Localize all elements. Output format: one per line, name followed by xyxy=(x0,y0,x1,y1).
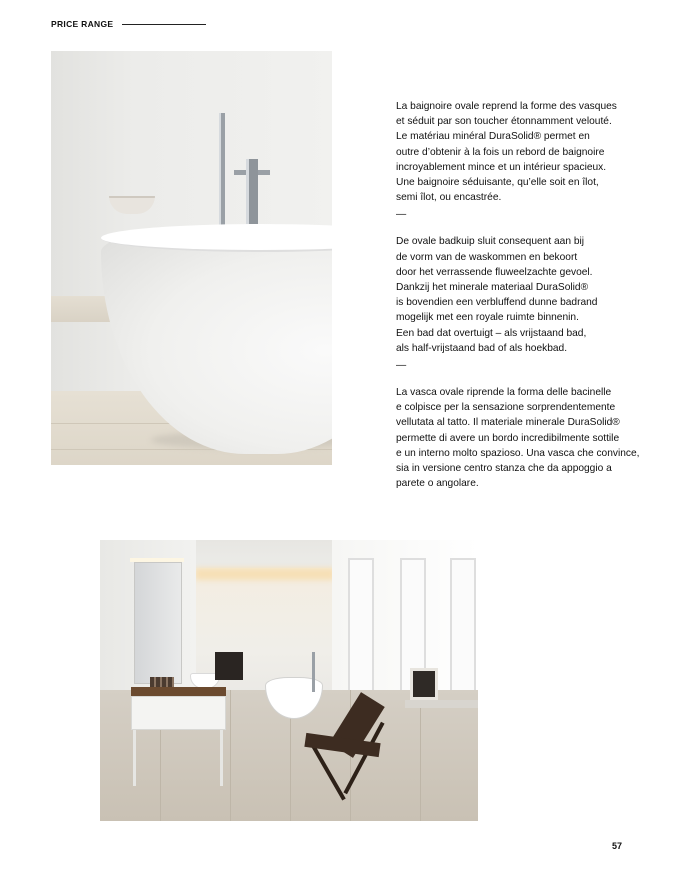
text-line: e colpisce per la sensazione sorprendentemente xyxy=(396,402,616,414)
italian-paragraph xyxy=(396,385,646,491)
photo-vanity xyxy=(131,696,226,730)
text-line: Le matériau minéral DuraSolid® permet en xyxy=(396,131,590,143)
text-line: e un interno molto spazioso. Una vasca che convince, xyxy=(396,447,640,459)
text-line: als half-vrijstaand bad of als hoekbad. xyxy=(396,342,568,354)
text-line: Een bad dat overtuigt – als vrijstaand bad, xyxy=(396,327,587,339)
photo-faucet xyxy=(312,652,315,692)
description-text xyxy=(396,99,646,491)
text-line: incroyablement mince et un intérieur spacieux. xyxy=(396,161,607,173)
photo-mirror xyxy=(134,562,182,684)
photo-floor-plank xyxy=(230,690,231,821)
text-line: Une baignoire séduisante, qu’elle soit en îlot, xyxy=(396,177,599,189)
text-line: mogelijk met een royale ruimte binnenin. xyxy=(396,312,579,324)
photo-bottles xyxy=(150,677,174,687)
text-line: Dankzij het minerale materiaal DuraSolid® xyxy=(396,282,589,294)
photo-floor-plank xyxy=(420,690,421,821)
page-header xyxy=(51,19,206,29)
text-line: La vasca ovale riprende la forma delle bacinelle xyxy=(396,387,612,399)
photo-oval-bathtub xyxy=(51,51,332,465)
photo-faucet xyxy=(246,159,258,225)
dutch-paragraph xyxy=(396,234,646,356)
text-line: De ovale badkuip sluit consequent aan bij xyxy=(396,236,585,248)
section-label: PRICE RANGE xyxy=(51,19,114,29)
photo-ceiling-light xyxy=(195,568,335,580)
photo-window xyxy=(450,558,476,712)
separator-dash: — xyxy=(396,209,407,221)
photo-bathroom-interior xyxy=(100,540,478,821)
photo-vanity-top xyxy=(131,687,226,696)
photo-fireplace xyxy=(215,652,243,680)
text-line: vellutata al tatto. Il materiale minerale DuraSolid® xyxy=(396,417,620,429)
separator-dash: — xyxy=(396,360,407,372)
header-rule xyxy=(122,24,206,25)
text-line: is bovendien een verbluffend dunne badrand xyxy=(396,297,598,309)
text-line: parete o angolare. xyxy=(396,478,479,490)
text-line: sia in versione centro stanza che da appoggio a xyxy=(396,463,612,475)
text-line: permette di avere un bordo incredibilmente sottile xyxy=(396,432,620,444)
photo-vanity-leg xyxy=(133,730,136,786)
page-number: 57 xyxy=(612,841,623,851)
photo-window-sill xyxy=(405,700,478,708)
photo-vanity-leg xyxy=(220,730,223,786)
text-line: semi îlot, ou encastrée. xyxy=(396,192,502,204)
text-line: door het verrassende fluweelzachte gevoel. xyxy=(396,266,593,278)
text-line: de vorm van de waskommen en bekoort xyxy=(396,251,578,263)
photo-faucet-handle xyxy=(219,113,225,225)
text-line: outre d’obtenir à la fois un rebord de baignoire xyxy=(396,146,605,158)
photo-picture-frame xyxy=(410,668,438,700)
photo-window xyxy=(348,558,374,712)
french-paragraph xyxy=(396,99,646,205)
text-line: La baignoire ovale reprend la forme des vasques xyxy=(396,101,617,112)
text-line: et séduit par son toucher étonnamment velouté. xyxy=(396,116,612,128)
